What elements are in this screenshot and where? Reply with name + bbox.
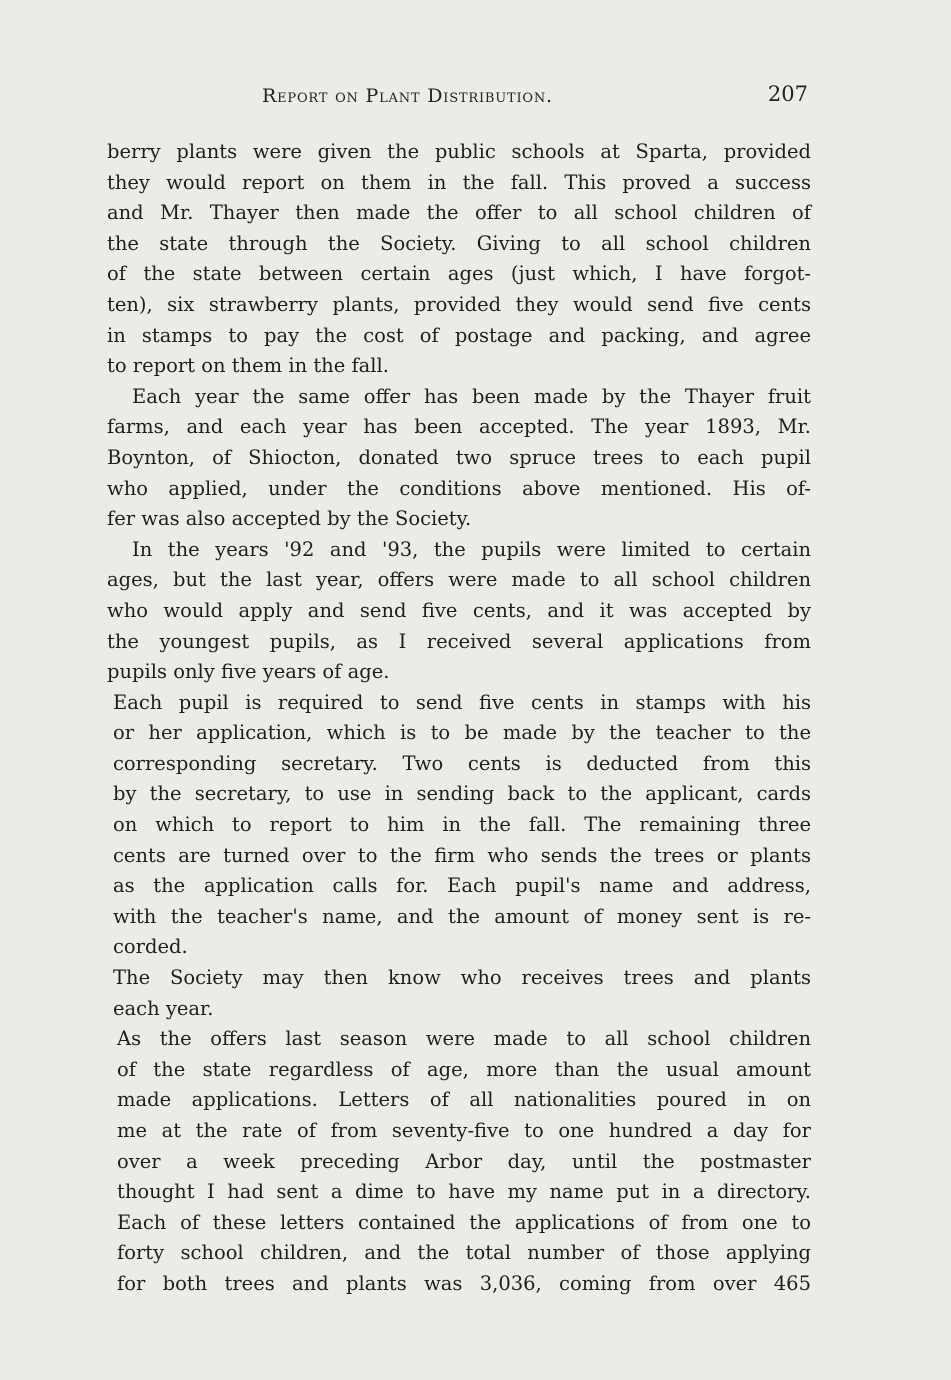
text-line: forty school children, and the total number of those applying: [117, 1241, 811, 1265]
text-line: ages, but the last year, offers were made to all school children: [107, 568, 811, 592]
text-line: the youngest pupils, as I received several applications from: [107, 629, 811, 653]
paragraph-first-line: In the years '92 and '93, the pupils were limited to certain: [132, 537, 811, 561]
text-line: corded.: [113, 935, 188, 959]
text-line: ten), six strawberry plants, provided they would send five cents: [107, 292, 811, 316]
text-line: as the application calls for. Each pupil's name and address,: [113, 874, 811, 898]
text-line: and Mr. Thayer then made the offer to all school children of: [107, 201, 811, 225]
page-number: 207: [767, 82, 808, 106]
text-line: farms, and each year has been accepted. The year 1893, Mr.: [107, 415, 811, 439]
text-line: who would apply and send five cents, and it was accepted by: [107, 598, 811, 622]
paragraph-first-line: The Society may then know who receives trees and plants: [113, 966, 811, 990]
running-title: Report on Plant Distribution.: [262, 85, 553, 107]
text-line: for both trees and plants was 3,036, coming from over 465: [117, 1271, 811, 1295]
text-line: of the state regardless of age, more than the usual amount: [117, 1057, 811, 1081]
paragraph-first-line: Each year the same offer has been made by the Thayer fruit: [132, 384, 811, 408]
paragraph-first-line: As the offers last season were made to all school children: [117, 1027, 811, 1051]
text-line: over a week preceding Arbor day, until the postmaster: [117, 1149, 811, 1173]
text-line: corresponding secretary. Two cents is deducted from this: [113, 751, 811, 775]
body-text: [107, 137, 811, 1300]
text-line: they would report on them in the fall. This proved a success: [107, 170, 811, 194]
text-line: Each of these letters contained the applications of from one to: [117, 1210, 811, 1234]
text-line: or her application, which is to be made by the teacher to the: [113, 721, 811, 745]
text-line: of the state between certain ages (just which, I have forgot-: [107, 262, 811, 286]
text-line: thought I had sent a dime to have my name put in a directory.: [117, 1180, 811, 1204]
text-line: fer was also accepted by the Society.: [107, 507, 472, 531]
text-line: berry plants were given the public schools at Sparta, provided: [107, 140, 811, 163]
text-line: by the secretary, to use in sending back to the applicant, cards: [113, 782, 811, 806]
text-line: Boynton, of Shiocton, donated two spruce trees to each pupil: [107, 445, 811, 469]
text-line: made applications. Letters of all nationalities poured in on: [117, 1088, 811, 1112]
text-line: to report on them in the fall.: [107, 354, 389, 378]
text-line: the state through the Society. Giving to all school children: [107, 231, 811, 255]
text-line: with the teacher's name, and the amount of money sent is re-: [113, 904, 811, 928]
text-line: me at the rate of from seventy-five to one hundred a day for: [117, 1119, 811, 1142]
running-head: [262, 82, 808, 112]
text-line: on which to report to him in the fall. The remaining three: [113, 813, 811, 837]
text-line: who applied, under the conditions above mentioned. His of-: [107, 476, 811, 500]
text-line: each year.: [113, 996, 214, 1020]
text-line: pupils only five years of age.: [107, 660, 390, 684]
text-line: in stamps to pay the cost of postage and packing, and agree: [107, 323, 811, 347]
paragraph-first-line: Each pupil is required to send five cents in stamps with his: [113, 690, 811, 714]
text-line: cents are turned over to the firm who sends the trees or plants: [113, 843, 811, 867]
